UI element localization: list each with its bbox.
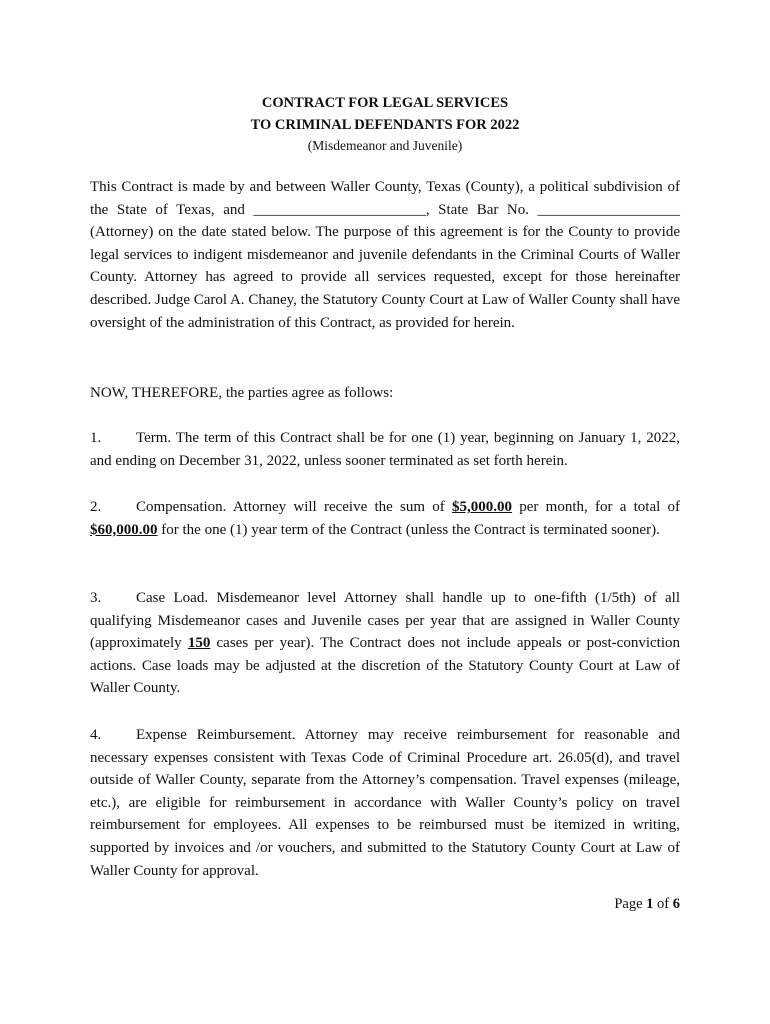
section-text: Compensation. Attorney will receive the sum of [136,499,453,515]
now-therefore-paragraph: NOW, THEREFORE, the parties agree as follows: [90,385,394,401]
monthly-amount: $5,000.00 [452,499,513,515]
section-text: Case Load. Misdemeanor level Attorney shall handle up to one-fifth (1/5th) of all qualifying Misdemeanor cases and Juvenile cases per year that are assigned in Waller County (approximately [90,590,680,652]
section-text: Expense Reimbursement. Attorney may receive reimbursement for reasonable and necessary expenses consistent with Texas Code of Criminal Procedure art. 26.05(d), and travel outside of Waller County, separate from the Attorney’s compensation. Travel expenses (mileage, etc.), are eligible for reimbursement in accordance with Waller County’s policy on travel reimbursement for employees. All expenses to be reimbursed must be itemized in writing, supported by invoices and /or vouchers, and submitted to the Statutory County Court at Law of Waller County for approval. [90,727,680,879]
document-title-line-1: CONTRACT FOR LEGAL SERVICES [261,95,509,111]
section-text: per month, for a total of [512,499,681,515]
page-label: Page [614,896,647,912]
section-text: Term. The term of this Contract shall be for one (1) year, beginning on January 1, 2022, and ending on December 31, 2022, unless sooner terminated as set forth herein. [90,430,680,469]
section-number: 1. [90,430,102,446]
document-title-line-2: TO CRIMINAL DEFENDANTS FOR 2022 [250,117,520,133]
of-label: of [653,896,673,912]
intro-paragraph: This Contract is made by and between Waller County, Texas (County), a political subdivision of the State of Texas, and _______________________, State Bar No. ___________________ (Attorney) on the date stated below. The purpose of this agreement is for the County to provide legal services to indigent misdemeanor and juvenile defendants in the Criminal Courts of Waller County. Attorney has agreed to provide all services requested, except for those hereinafter described. Judge Carol A. Chaney, the Statutory County Court at Law of Waller County shall have oversight of the administration of this Contract, as provided for herein. [90,179,680,331]
section-case-load [90,587,680,700]
section-number: 4. [90,727,102,743]
page-number-footer [614,894,680,914]
section-compensation [90,496,680,541]
document-subtitle: (Misdemeanor and Juvenile) [307,138,463,153]
current-page-number: 1 [646,896,654,912]
section-text: for the one (1) year term of the Contract (unless the Contract is terminated sooner). [157,521,660,538]
total-amount: $60,000.00 [90,521,158,538]
section-expense-reimbursement [90,724,680,882]
section-text: cases per year). The Contract does not include appeals or post-conviction actions. Case loads may be adjusted at the discretion of the Statutory County Court at Law of Waller County. [90,635,680,697]
section-number: 3. [90,590,102,606]
total-page-count: 6 [672,896,680,912]
section-number: 2. [90,499,102,515]
case-count: 150 [187,635,211,652]
section-term [90,427,680,472]
